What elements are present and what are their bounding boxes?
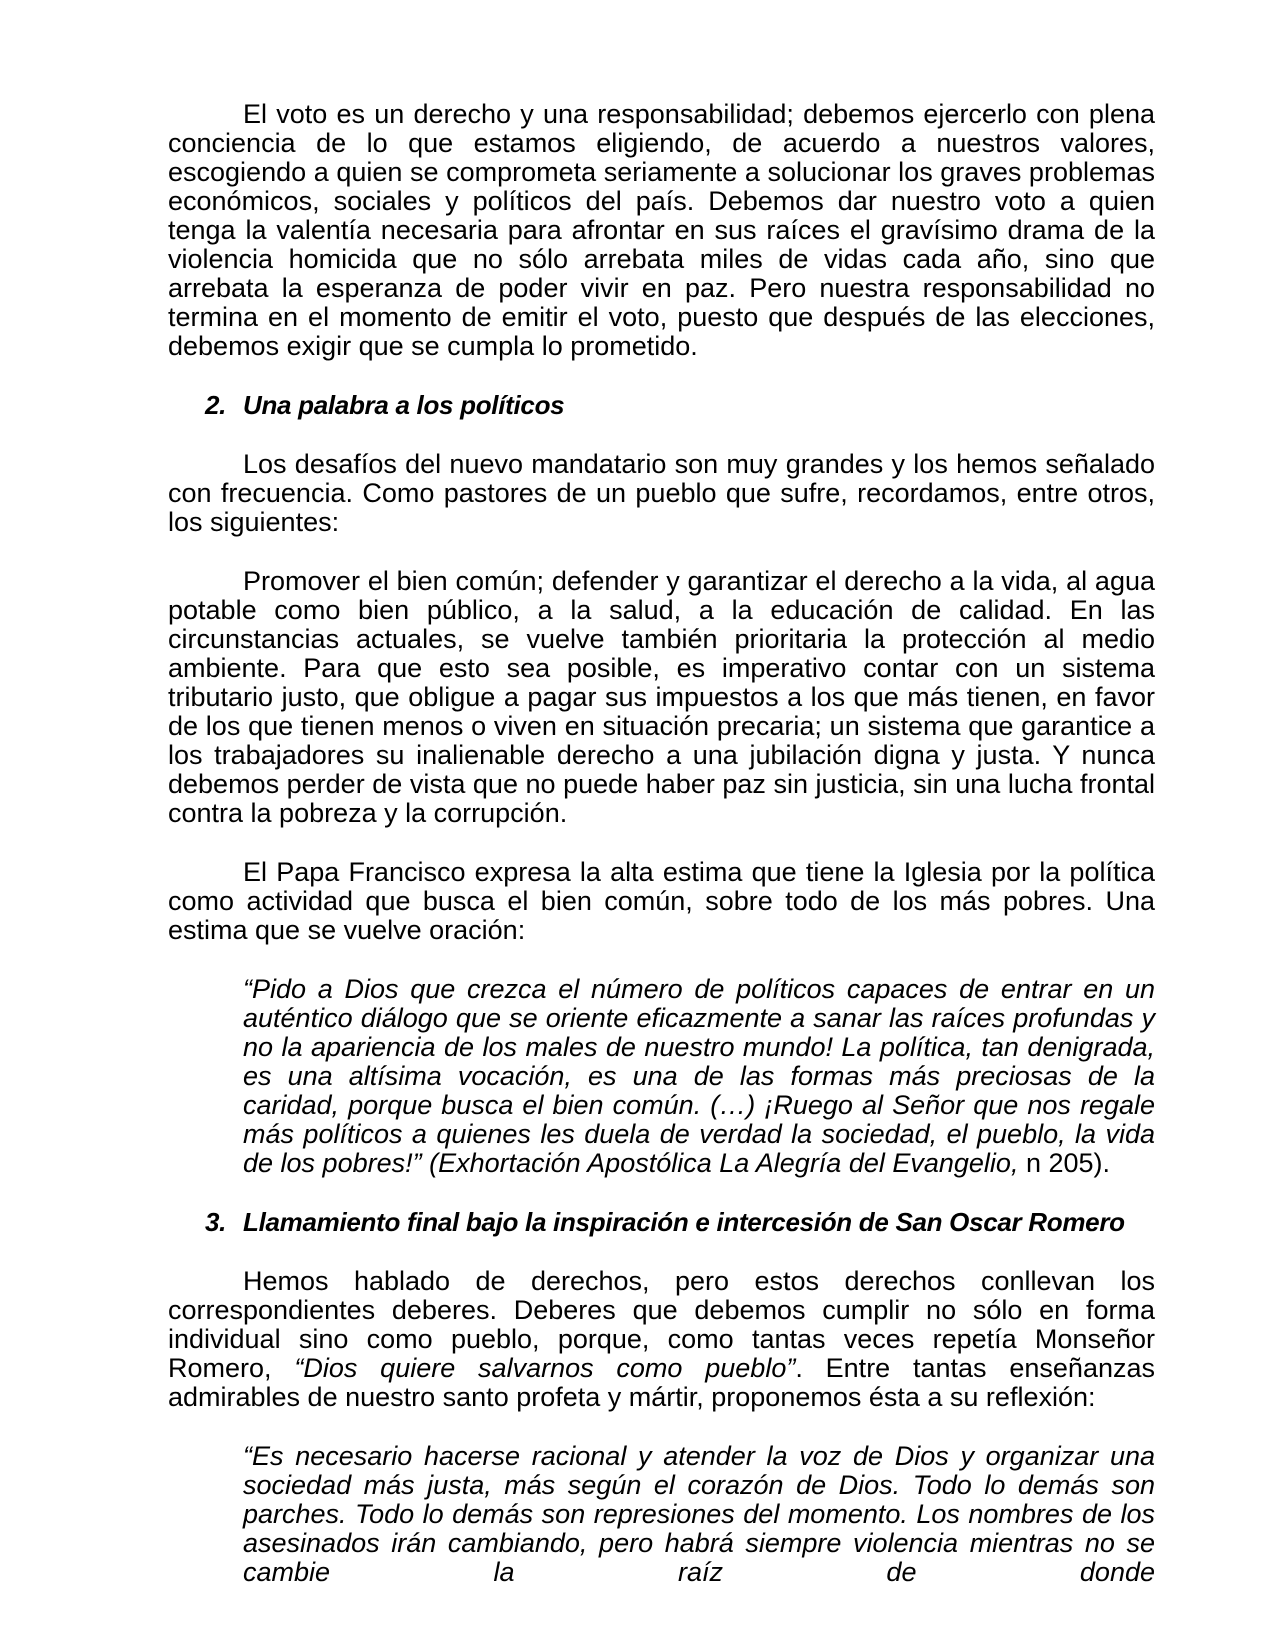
section-3-paragraph-1-tail: . Entre tantas enseñanzas admirables de nuestro santo profeta y mártir, proponemos ésta a su reflexión: [168,1353,1155,1412]
section-2-paragraph-2: Promover el bien común; defender y garantizar el derecho a la vida, al agua potable como bien público, a la salud, a la educación de calidad. En las circunstancias actuales, se vuelve también prioritaria la protección al medio ambiente. Para que esto sea posible, es imperativo contar con un sistema tributario justo, que obligue a pagar sus impuestos a los que más tienen, en favor de los que tienen menos o viven en situación precaria; un sistema que garantice a los trabajadores su inalienable derecho a una jubilación digna y justa. Y nunca debemos perder de vista que no puede haber paz sin justicia, sin una lucha frontal contra la pobreza y la corrupción. [168,566,1155,828]
intro-paragraph: El voto es un derecho y una responsabilidad; debemos ejercerlo con plena conciencia de lo que estamos eligiendo, de acuerdo a nuestros valores, escogiendo a quien se comprometa seriamente a solucionar los graves problemas económicos, sociales y políticos del país. Debemos dar nuestro voto a quien tenga la valentía necesaria para afrontar en sus raíces el gravísimo drama de la violencia homicida que no sólo arrebata miles de vidas cada año, sino que arrebata la esperanza de poder vivir en paz. Pero nuestra responsabilidad no termina en el momento de emitir el voto, puesto que después de las elecciones, debemos exigir que se cumpla lo prometido. [168,99,1155,361]
section-3-heading [205,1208,1155,1237]
section-2-paragraph-3: El Papa Francisco expresa la alta estima que tiene la Iglesia por la política como actividad que busca el bien común, sobre todo de los más pobres. Una estima que se vuelve oración: [168,857,1155,945]
section-2-title: Una palabra a los políticos [243,390,565,420]
pope-francis-quote [243,975,1155,1178]
pope-francis-quote-italic-text: “Pido a Dios que crezca el número de políticos capaces de entrar en un auténtico diálogo que se oriente eficazmente a sanar las raíces profundas y no la apariencia de los males de nuestro mundo! La política, tan denigrada, es una altísima vocación, es una de las formas más preciosas de la caridad, porque busca el bien común. (…) ¡Ruego al Señor que nos regale más políticos a quienes les duela de verdad la sociedad, el pueblo, la vida de los pobres!” (Exhortación Apostólica La Alegría del Evangelio, [243,974,1155,1178]
section-3-number: 3. [205,1207,227,1237]
section-3-paragraph-1-lead: Hemos hablado de derechos, pero estos derechos conllevan los correspondientes deberes. Deberes que debemos cumplir no sólo en forma individual sino como pueblo, porque, como tantas veces repetía Monseñor Romero, [168,1266,1155,1383]
section-2-heading [205,391,1155,420]
romero-block-quote: “Es necesario hacerse racional y atender la voz de Dios y organizar una sociedad más justa, más según el corazón de Dios. Todo lo demás son parches. Todo lo demás son represiones del momento. Los nombres de los asesinados irán cambiando, pero habrá siempre violencia mientras no se cambie la raíz de donde [243,1441,1155,1587]
section-3-title: Llamamiento final bajo la inspiración e intercesión de San Oscar Romero [243,1207,1125,1237]
section-2-paragraph-1: Los desafíos del nuevo mandatario son muy grandes y los hemos señalado con frecuencia. Como pastores de un pueblo que sufre, recordamos, entre otros, los siguientes: [168,449,1155,537]
section-2-number: 2. [205,390,227,420]
section-3-paragraph-1 [168,1267,1155,1412]
pope-francis-quote-citation-number: n 205). [1018,1148,1111,1178]
romero-inline-quote: “Dios quiere salvarnos como pueblo” [294,1353,796,1383]
